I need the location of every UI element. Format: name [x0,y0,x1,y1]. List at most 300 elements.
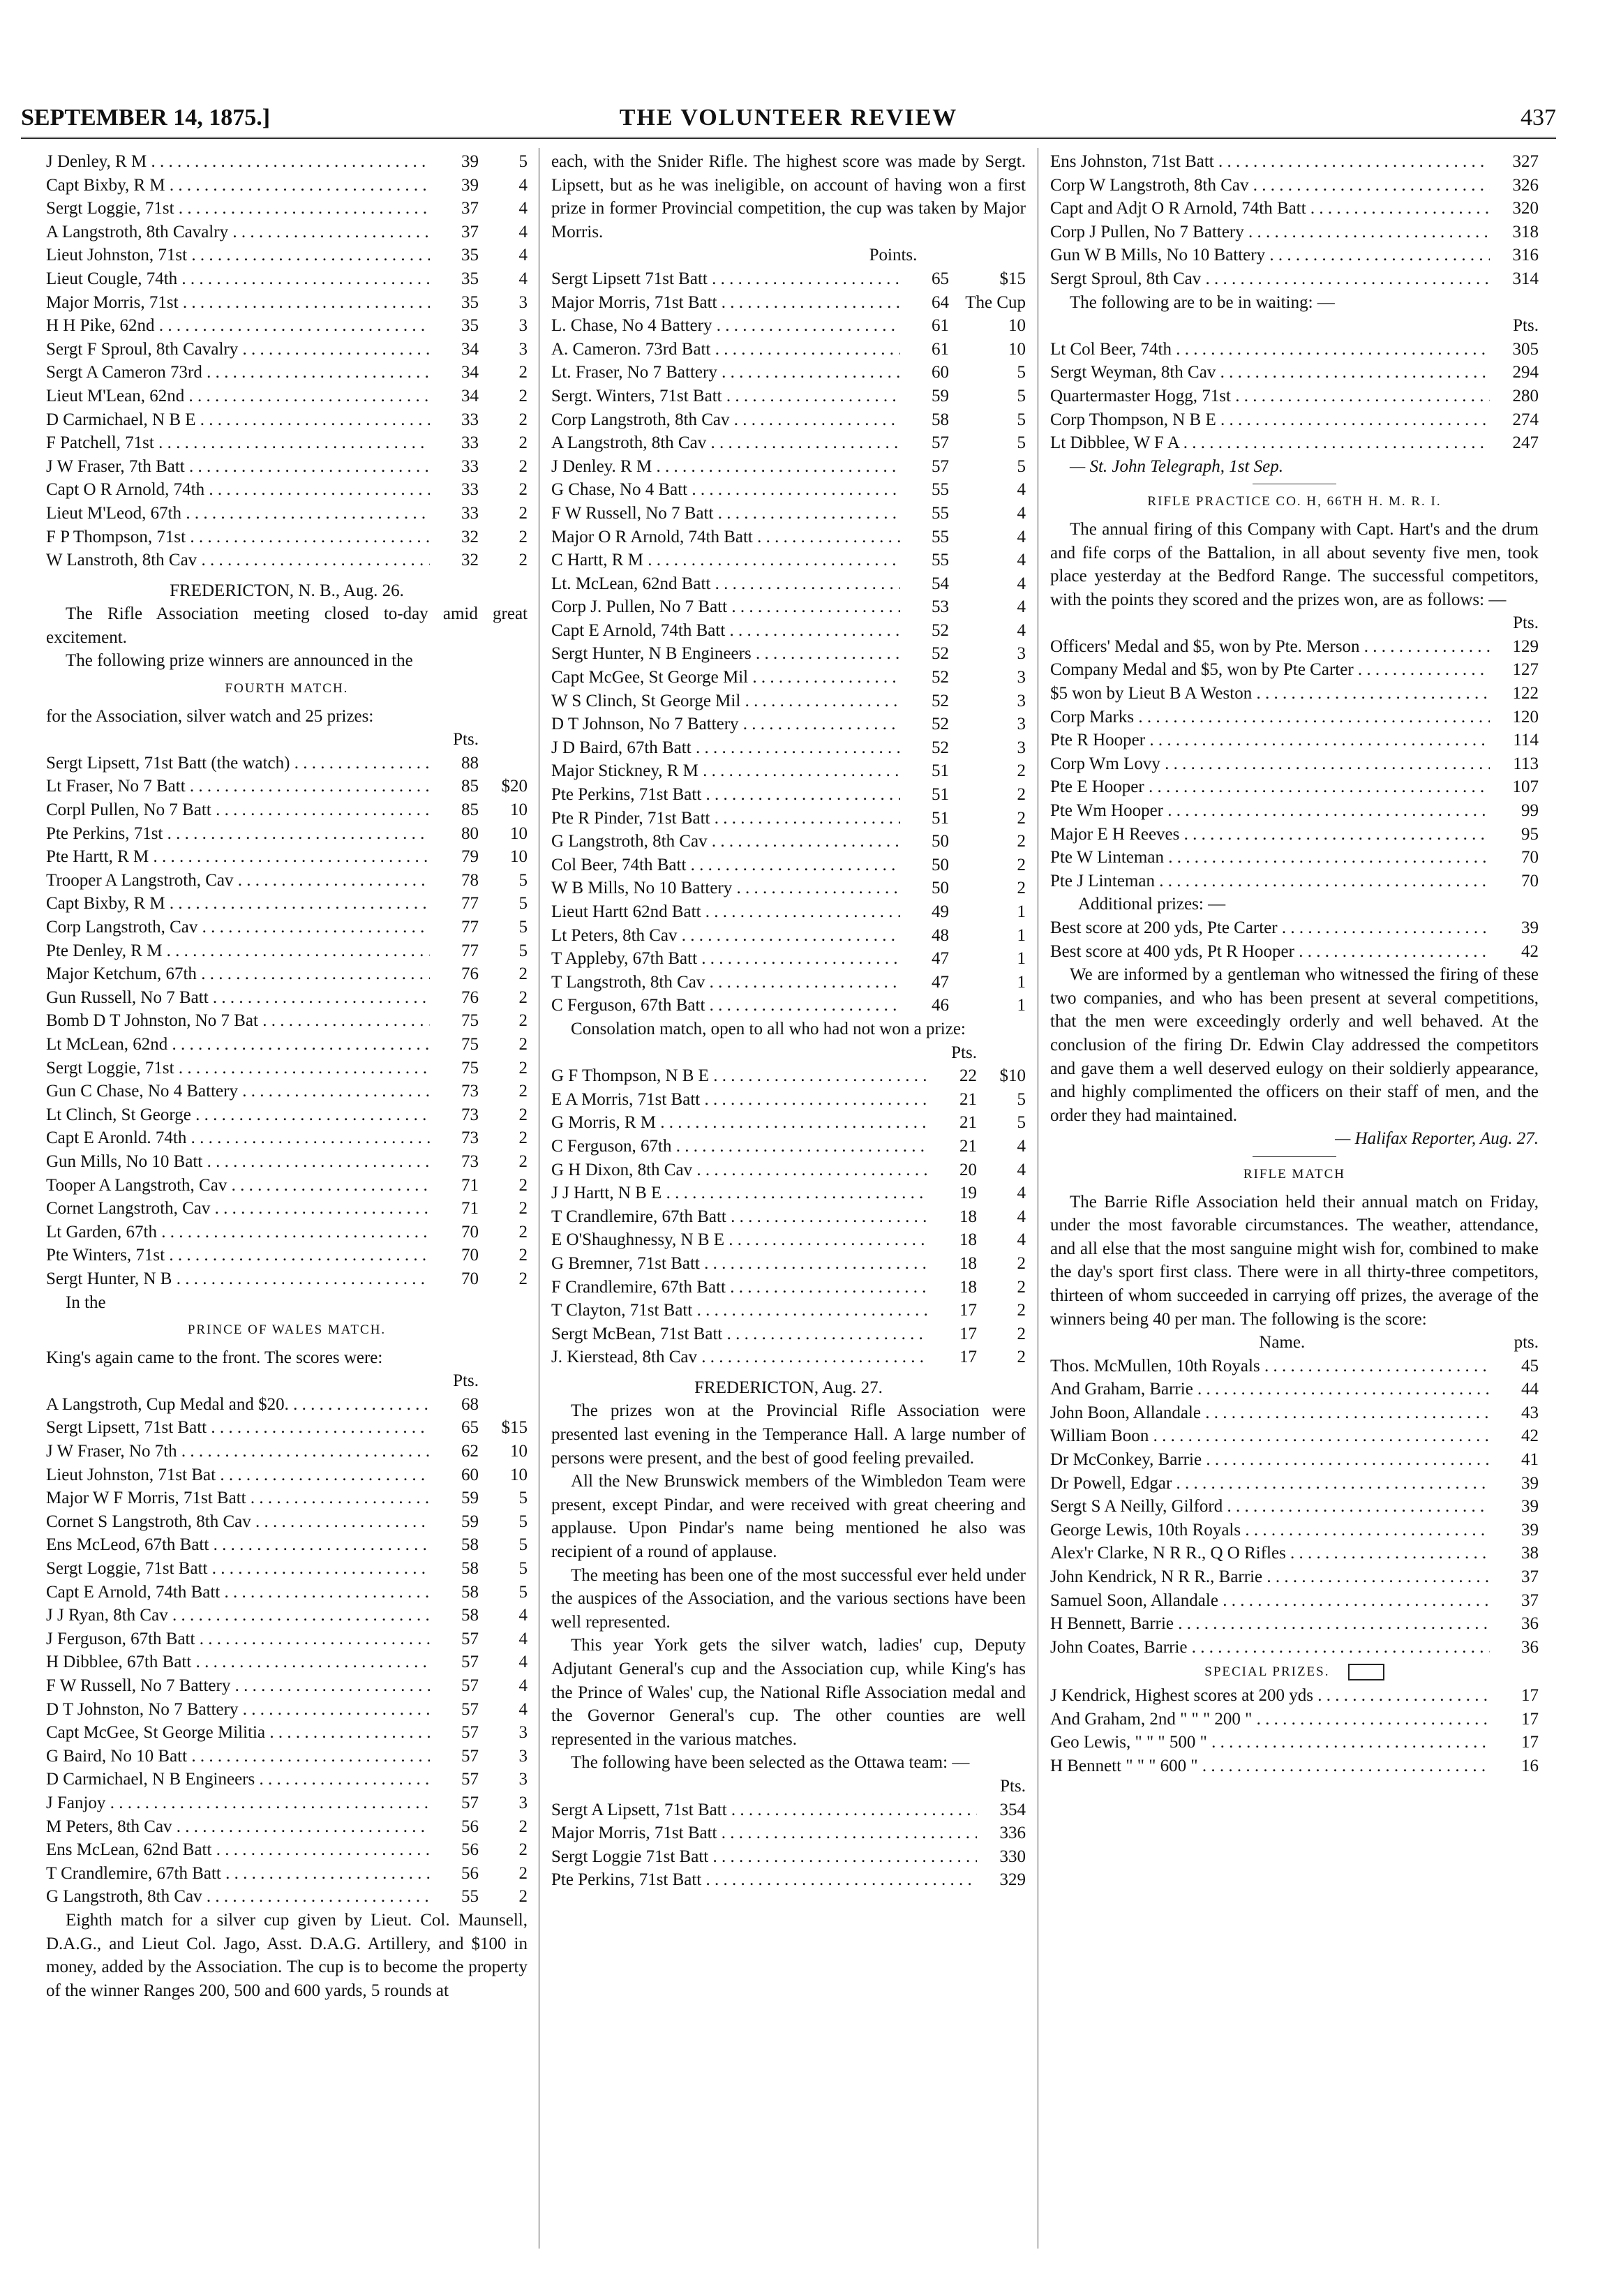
table-row [1050,1495,1539,1519]
row-score: 107 [1512,777,1539,797]
row-prize: 4 [1017,527,1026,546]
table-row [1050,940,1539,964]
table-row [46,939,528,963]
table-row [46,549,528,572]
row-name: A Langstroth, Cup Medal and $20. . . . [46,1393,430,1417]
row-name: Dr McConkey, Barrie . . . [1050,1448,1490,1472]
row-name: W Lanstroth, 8th Cav . . . [46,549,430,572]
row-score: 45 [1521,1356,1539,1376]
row-name: Gun C Chase, No 4 Battery . . . [46,1080,430,1103]
row-name: T Clayton, 71st Batt . . . [551,1299,928,1322]
table-row [1050,1612,1539,1636]
points-label: Pts. [1000,1776,1026,1796]
row-score: 18 [959,1277,977,1297]
paragraph: The following are to be in waiting: — [1070,292,1335,312]
row-score: 70 [1521,871,1539,890]
table-row [1050,1448,1539,1472]
row-prize: 2 [1017,1348,1026,1367]
row-name: Major E H Reeves . . . [1050,823,1490,847]
row-prize: 2 [518,1222,528,1242]
row-score: 39 [461,152,479,171]
row-name: Sergt. Winters, 71st Batt . . . [551,385,900,408]
table-row [46,752,528,775]
row-score: 57 [461,1653,479,1672]
row-prize: 2 [518,480,528,500]
table-row [551,408,1026,432]
row-name: Lieut Johnston, 71st . . . [46,244,430,267]
row-name: Gun Mills, No 10 Batt . . . [46,1150,430,1174]
table-row [551,642,1026,666]
row-score: 70 [461,1269,479,1288]
row-name: Lieut Johnston, 71st Bat . . . [46,1463,430,1487]
table-row [551,338,1026,361]
row-prize: 2 [518,1151,528,1171]
points-label: Pts. [453,1371,479,1391]
table-row [46,1721,528,1745]
row-prize: 4 [518,1653,528,1672]
row-score: 33 [461,503,479,523]
row-name: $5 won by Lieut B A Weston . . . [1050,682,1490,706]
paragraph: King's again came to the front. The scores were: [46,1348,383,1367]
table-row [1050,1636,1539,1660]
table-row [551,1111,1026,1135]
row-prize: 3 [518,1723,528,1743]
table-row [46,150,528,174]
table-row [1050,729,1539,752]
row-prize: 4 [518,1629,528,1648]
row-prize: 5 [1017,410,1026,429]
paragraph: each, with the Snider Rifle. The highest score was made by Sergt. Lipsett, but as he was ineligible, on account of having won a first prize in former Provincial competition, the cup was taken by Major Morris. [551,152,1026,241]
row-name: Sergt Hunter, N B . . . [46,1267,430,1291]
row-score: 76 [461,964,479,984]
table-row [46,1244,528,1267]
row-name: T Crandlemire, 67th Batt . . . [551,1205,928,1229]
row-name: H Bennett " " " 600 " . . . [1050,1754,1490,1778]
row-score: 280 [1512,386,1539,405]
row-score: 70 [461,1222,479,1242]
row-name: T Crandlemire, 67th Batt . . . [46,1862,430,1886]
table-row [551,455,1026,479]
table-row [551,971,1026,994]
table-row [551,1205,1026,1229]
table-row [46,1557,528,1581]
row-score: 50 [932,832,949,851]
row-name: Lt Col Beer, 74th . . . [1050,338,1490,361]
table-row [551,713,1026,736]
row-score: 274 [1512,410,1539,429]
row-name: Lieut M'Lean, 62nd . . . [46,385,430,408]
row-prize: 3 [1017,715,1026,734]
row-name: G Bremner, 71st Batt . . . [551,1252,928,1276]
row-prize: 4 [1017,480,1026,500]
row-score: 35 [461,246,479,265]
row-name: D T Johnston, No 7 Battery . . . [46,1698,430,1722]
row-name: Corp Langstroth, Cav . . . [46,916,430,939]
row-name: H Bennett, Barrie . . . [1050,1612,1490,1636]
row-prize: 5 [518,152,528,171]
row-prize: 4 [1017,1160,1026,1179]
table-row [46,1791,528,1815]
row-score: 46 [932,996,949,1015]
row-name: Bomb D T Johnston, No 7 Bat . . . [46,1009,430,1033]
table-row [46,502,528,525]
column-1 [46,150,528,2002]
table-row [46,478,528,502]
row-score: 52 [932,620,949,640]
row-score: 57 [461,1746,479,1766]
dateline: FREDERICTON, N. B., Aug. 26. [170,581,404,600]
row-score: 35 [461,292,479,312]
row-prize: 1 [1017,902,1026,921]
table-row [551,1798,1026,1822]
table-row [551,1252,1026,1276]
row-prize [479,1393,528,1417]
row-name: J Denley. R M . . . [551,455,900,479]
row-name: Col Beer, 74th Batt . . . [551,853,900,877]
row-score: 55 [932,503,949,523]
row-score: 58 [461,1582,479,1602]
table-row [46,1197,528,1221]
row-score: 60 [932,363,949,382]
page-number: 437 [1520,105,1556,131]
row-score: 42 [1521,1426,1539,1446]
row-score: 85 [461,777,479,796]
table-row [46,431,528,455]
table-row [551,549,1026,572]
table-row [46,1393,528,1417]
table-row [1050,244,1539,267]
table-row [1050,1472,1539,1496]
row-score: 95 [1521,824,1539,844]
table-row [1050,846,1539,870]
table-row [551,1845,1026,1869]
row-score: 56 [461,1863,479,1883]
row-name: J W Fraser, 7th Batt . . . [46,455,430,479]
row-score: 18 [959,1207,977,1226]
row-score: 20 [959,1160,977,1179]
row-score: 305 [1512,339,1539,359]
row-score: 47 [932,949,949,969]
row-prize: 2 [518,1199,528,1218]
row-name: J J Hartt, N B E . . . [551,1181,928,1205]
table-row [46,1698,528,1722]
table-row [1050,221,1539,244]
table-row [1050,1401,1539,1425]
row-name: A Langstroth, 8th Cavalry . . . [46,221,430,244]
publication-title: THE VOLUNTEER REVIEW [619,105,958,131]
row-name: Best score at 200 yds, Pte Carter . . . [1050,916,1490,940]
row-score: 129 [1512,636,1539,656]
row-score: 17 [959,1301,977,1320]
row-prize: 5 [1017,433,1026,453]
row-prize: 4 [518,1606,528,1625]
row-score: 65 [461,1418,479,1438]
table-row [551,314,1026,338]
row-prize: 2 [518,1840,528,1860]
table-row [551,385,1026,408]
row-score: 316 [1512,246,1539,265]
row-score: 51 [932,761,949,781]
row-score: 73 [461,1151,479,1171]
table-row [1050,1378,1539,1401]
row-prize [479,752,528,775]
row-score: 54 [932,574,949,593]
row-score: 354 [999,1800,1026,1819]
row-score: 122 [1512,684,1539,703]
row-name: G Morris, R M . . . [551,1111,928,1135]
row-name: Corp Langstroth, 8th Cav . . . [551,408,900,432]
row-prize: 2 [518,964,528,984]
row-name: Pte R Hooper . . . [1050,729,1490,752]
paragraph: Consolation match, open to all who had not won a prize: [571,1019,966,1038]
source-credit: — Halifax Reporter, Aug. 27. [1335,1129,1539,1149]
table-row [551,1181,1026,1205]
row-name: Pte E Hooper . . . [1050,775,1490,799]
row-name: Lt Peters, 8th Cav . . . [551,924,900,948]
table-row [551,666,1026,689]
row-score: 73 [461,1128,479,1148]
row-score: 33 [461,410,479,429]
row-name: F W Russell, No 7 Battery . . . [46,1674,430,1698]
row-prize: 2 [518,1128,528,1148]
table-row [1050,752,1539,776]
row-prize: 2 [518,1034,528,1054]
column-2 [551,150,1026,1892]
row-name: Pte R Pinder, 71st Batt . . . [551,807,900,830]
row-score: 70 [1521,848,1539,867]
row-name: Sergt Loggie, 71st . . . [46,197,430,221]
row-name: Sergt Lipsett, 71st Batt . . . [46,1416,430,1440]
row-score: 314 [1512,269,1539,288]
table-row [46,525,528,549]
row-prize: 4 [1017,1207,1026,1226]
table-row [46,1057,528,1080]
row-name: Major O R Arnold, 74th Batt . . . [551,525,900,549]
row-score: 56 [461,1840,479,1860]
row-score: 17 [959,1324,977,1343]
table-row [46,1533,528,1557]
row-prize: 2 [1017,1253,1026,1273]
section-heading: SPECIAL PRIZES. [1204,1664,1330,1680]
row-prize: 3 [1017,668,1026,687]
table-row [551,1299,1026,1322]
row-name: Sergt Weyman, 8th Cav . . . [1050,361,1490,385]
row-name: Pte Wm Hooper . . . [1050,799,1490,823]
section-heading: RIFLE MATCH [1243,1166,1346,1181]
points-label: Pts. [1513,613,1539,633]
table-row [551,994,1026,1017]
row-name: Sergt A Lipsett, 71st Batt . . . [551,1798,977,1822]
row-prize: 5 [1017,456,1026,476]
table-row [551,783,1026,807]
paragraph: for the Association, silver watch and 25 prizes: [46,706,374,726]
table-row [1050,385,1539,408]
row-name: T Appleby, 67th Batt . . . [551,947,900,971]
row-name: J Denley, R M . . . [46,150,430,174]
row-prize: 4 [1017,1136,1026,1156]
row-name: H H Pike, 62nd . . . [46,314,430,338]
row-score: 71 [461,1199,479,1218]
row-score: 73 [461,1105,479,1124]
table-row [551,947,1026,971]
row-prize: 5 [518,870,528,890]
row-score: 39 [1521,1473,1539,1493]
row-score: 33 [461,433,479,453]
table-row [1050,682,1539,706]
row-name: Capt O R Arnold, 74th . . . [46,478,430,502]
table-row [551,830,1026,853]
row-name: George Lewis, 10th Royals . . . [1050,1519,1490,1542]
row-name: Geo Lewis, " " " 500 " . . . [1050,1731,1490,1754]
table-row [551,1158,1026,1182]
table-row [1050,706,1539,729]
row-score: 247 [1512,433,1539,453]
row-score: 37 [461,199,479,218]
table-row [1050,1684,1539,1708]
row-score: 37 [1521,1567,1539,1587]
row-name: Major Ketchum, 67th . . . [46,962,430,986]
row-name: Ens McLean, 62nd Batt . . . [46,1838,430,1862]
table-row [46,1862,528,1886]
section-heading: FOURTH MATCH. [225,681,349,696]
table-row [551,924,1026,948]
row-name: J. Kierstead, 8th Cav . . . [551,1345,928,1369]
name-label: Name. [1259,1333,1306,1352]
row-prize: 2 [518,1105,528,1124]
table-row [46,1768,528,1791]
table-row [46,822,528,846]
row-score: 19 [959,1184,977,1203]
row-score: 327 [1512,152,1539,171]
row-name: Capt McGee, St George Militia . . . [46,1721,430,1745]
points-label: Pts. [1513,316,1539,336]
row-score: 37 [461,222,479,241]
row-prize: 5 [518,918,528,937]
section-heading-row [1050,1659,1539,1684]
row-name: J Ferguson, 67th Batt . . . [46,1627,430,1651]
row-name: Lt Garden, 67th . . . [46,1221,430,1244]
issue-date: SEPTEMBER 14, 1875.] [21,105,271,131]
paragraph: The Rifle Association meeting closed to-day amid great excitement. [46,604,528,647]
paragraph: The Barrie Rifle Association held their annual match on Friday, under the most favorable circumstances. The weather, attendance, and all else that the most sanguine might wish for, combined to make the day's sport first class. There were in all thirty-three competitors, thirteen of whom succeeded in carrying off prizes, the average of the winners being 40 per man. The following is the score: [1050,1192,1539,1329]
row-prize: 3 [518,1770,528,1789]
table-row [551,525,1026,549]
table-row [1050,1542,1539,1565]
row-prize: 3 [518,316,528,336]
row-prize: 2 [518,410,528,429]
row-prize: 2 [518,386,528,405]
row-name: Corp Wm Lovy . . . [1050,752,1490,776]
row-prize: 4 [518,1699,528,1719]
row-prize: $20 [501,777,528,796]
row-score: 33 [461,456,479,476]
table-row [46,798,528,822]
row-prize: 2 [1017,1277,1026,1297]
table-row [551,900,1026,924]
table-row [46,1815,528,1839]
row-score: 127 [1512,660,1539,680]
row-name: Sergt Lipsett 71st Batt . . . [551,267,900,291]
row-name: Ens Johnston, 71st Batt . . . [1050,150,1490,174]
row-name: C Ferguson, 67th Batt . . . [551,994,900,1017]
row-score: 36 [1521,1614,1539,1634]
row-prize: 2 [1017,855,1026,874]
row-name: E A Morris, 71st Batt . . . [551,1088,928,1112]
row-name: Lt. Fraser, No 7 Battery . . . [551,361,900,385]
score-list [1050,1684,1539,1777]
row-prize: 5 [518,1489,528,1508]
row-name: G Baird, No 10 Batt . . . [46,1745,430,1768]
row-prize: 5 [518,1582,528,1602]
row-name: Trooper A Langstroth, Cav . . . [46,869,430,893]
row-score: 21 [959,1089,977,1109]
table-row [46,1604,528,1627]
row-score: 79 [461,847,479,867]
row-prize: 5 [518,1559,528,1579]
table-row [1050,1565,1539,1589]
row-score: 58 [461,1535,479,1555]
row-name: Corpl Pullen, No 7 Batt . . . [46,798,430,822]
row-score: 99 [1521,801,1539,821]
row-name: Sergt A Cameron 73rd . . . [46,361,430,385]
row-prize: 4 [1017,574,1026,593]
row-prize: 2 [1017,832,1026,851]
row-name: And Graham, 2nd " " " 200 " . . . [1050,1708,1490,1731]
row-name: Lt. McLean, 62nd Batt . . . [551,572,900,596]
row-prize: 2 [518,1887,528,1907]
row-name: Sergt Loggie 71st Batt . . . [551,1845,977,1869]
paragraph: The annual firing of this Company with Capt. Hart's and the drum and fife corps of the Battalion, in all about seventy five men, took place yesterday at the Bedford Range. The successful competitors, with the points they scored and the prizes won, are as follows: — [1050,519,1539,609]
row-prize: 2 [518,363,528,382]
row-prize: 3 [1017,738,1026,757]
row-prize: 10 [1008,316,1026,336]
row-score: 56 [461,1817,479,1836]
row-name: E O'Shaughnessy, N B E . . . [551,1228,928,1252]
table-row [46,1581,528,1604]
section-heading: PRINCE OF WALES MATCH. [187,1322,387,1338]
row-score: 320 [1512,199,1539,218]
table-row [1050,870,1539,893]
row-score: 88 [461,753,479,773]
row-name: Dr Powell, Edgar . . . [1050,1472,1490,1496]
subheading: Additional prizes: — [1078,895,1226,914]
row-score: 326 [1512,175,1539,195]
row-score: 34 [461,386,479,405]
row-prize: 4 [518,175,528,195]
row-prize: 4 [1017,597,1026,617]
row-prize: 3 [1017,644,1026,664]
row-name: W B Mills, No 10 Battery . . . [551,877,900,900]
row-name: Pte Perkins, 71st Batt . . . [551,1868,977,1892]
row-name: Pte Perkins, 71st Batt . . . [551,783,900,807]
table-row [1050,174,1539,197]
table-row [551,1868,1026,1892]
row-score: 78 [461,870,479,890]
row-prize: 10 [1008,339,1026,359]
table-row [551,291,1026,315]
score-list [1050,635,1539,893]
row-name: Sergt Loggie, 71st . . . [46,1057,430,1080]
row-score: 50 [932,855,949,874]
row-prize: 1 [1017,925,1026,945]
row-name: Sergt Lipsett, 71st Batt (the watch) . . . [46,752,430,775]
table-row [1050,1519,1539,1542]
row-prize: 2 [518,503,528,523]
row-name: Pte Winters, 71st . . . [46,1244,430,1267]
row-score: 17 [1521,1709,1539,1729]
table-row [46,1080,528,1103]
row-name: Major Morris, 71st . . . [46,291,430,315]
